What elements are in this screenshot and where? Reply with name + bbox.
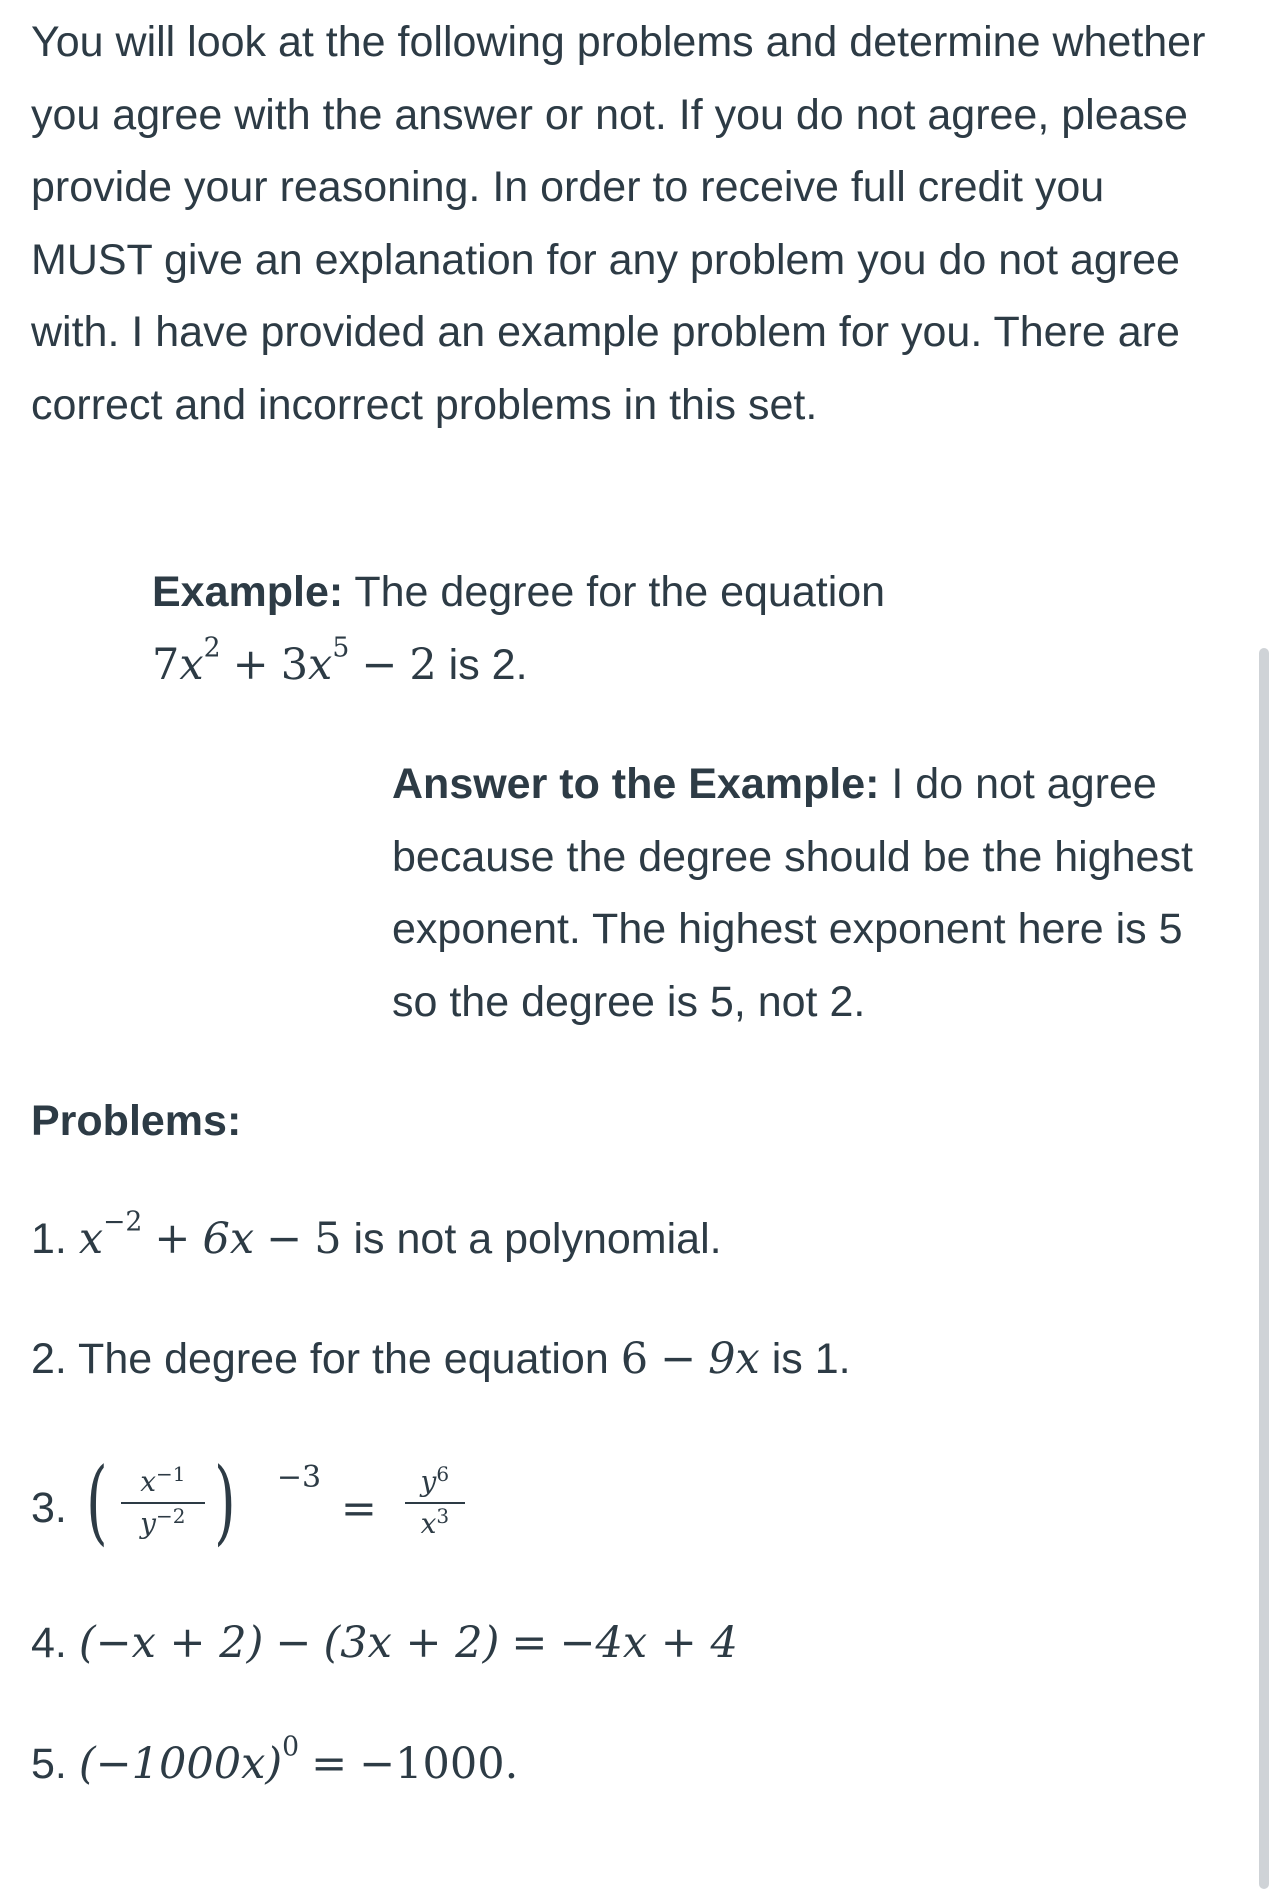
left-paren: ( <box>86 1448 108 1555</box>
vertical-scrollbar[interactable] <box>1259 648 1269 1889</box>
rhs-fraction: $y^6$ $x^3$ <box>405 1464 465 1542</box>
example-text: The degree for the equation <box>354 568 886 616</box>
answer-block <box>392 748 1232 1038</box>
inner-fraction: $x^{-1}$ $y^{-2}$ <box>121 1464 205 1542</box>
problems-heading: Problems: <box>31 1097 242 1145</box>
answer-text: I do not agree because the degree should be the highest exponent. The highest exponent here is 5 so the degree is 5, not 2. <box>392 760 1193 1026</box>
problem-number: 5. <box>31 1740 67 1788</box>
problem-2: 2. The degree for the equation 6 − 9x is 1. <box>31 1334 851 1384</box>
problem-3 <box>31 1448 469 1568</box>
right-paren: ) <box>214 1448 236 1555</box>
problem-3-expression <box>79 1448 469 1568</box>
problem-1: 1. $x^{-2} + 6x - 5$ is not a polynomial. <box>31 1206 722 1264</box>
problem-number: 1. <box>31 1215 67 1263</box>
problem-number: 2. <box>31 1335 67 1383</box>
example-label: Example: <box>152 568 344 616</box>
answer-label: Answer to the Example: <box>392 760 880 808</box>
problem-5: 5. $(-1000x)^0 = -1000$. <box>31 1731 519 1789</box>
example-suffix: is 2. <box>436 640 528 689</box>
problem-4: 4. (−x + 2) − (3x + 2) = −4x + 4 <box>31 1618 738 1668</box>
outer-exponent: −3 <box>276 1460 322 1495</box>
problem-number: 3. <box>31 1484 67 1532</box>
example-block <box>152 556 1052 701</box>
intro-paragraph: You will look at the following problems and determine whether you agree with the answer or not. If you do not agree, please provide your reasoning. In order to receive full credit you MUST give an explanation for any problem you do not agree with. I have provided an example problem for you. There are correct and incorrect problems in this set. <box>31 18 1206 429</box>
example-expression: $7x^2 + 3x^5 - 2$ <box>152 631 437 690</box>
problem-number: 4. <box>31 1619 67 1667</box>
equals-sign: = <box>340 1484 377 1534</box>
